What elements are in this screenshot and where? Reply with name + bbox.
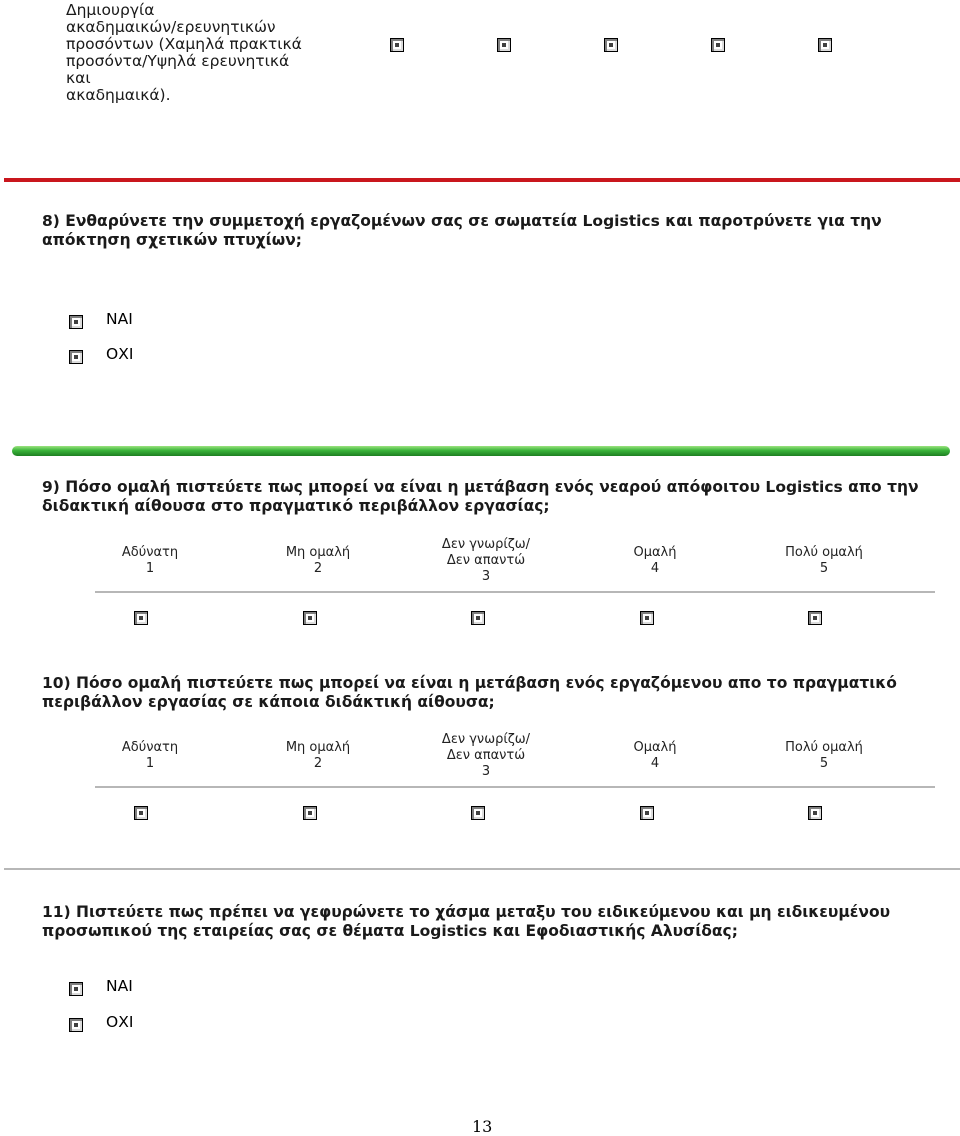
question-9-text: 9) Πόσο ομαλή πιστεύετε πως μπορεί να είναι η μετάβαση ενός νεαρού απόφοιτου Logistics απο την διδακτική αίθουσα στο πραγματικό περιβάλλον εργασίας;: [42, 478, 919, 515]
top-item-rating-1-checkbox[interactable]: [390, 38, 404, 52]
q9-scale-3: [434, 537, 538, 585]
scale-label-text: Πολύ ομαλή: [785, 740, 863, 755]
q9-scale-4: [600, 545, 710, 577]
top-item-rating-4-checkbox[interactable]: [711, 38, 725, 52]
q8-yes-label: ΝΑΙ: [106, 310, 133, 328]
question-10-text: 10) Πόσο ομαλή πιστεύετε πως μπορεί να είναι η μετάβαση ενός εργαζόμενου απο το πραγματικό περιβάλλον εργασίας σε κάποια διδάκτική αίθουσα;: [42, 674, 897, 711]
scale-label-text: Δεν γνωρίζω/ Δεν απαντώ: [441, 732, 531, 763]
scale-label-text: Μη ομαλή: [285, 545, 351, 560]
q10-rating-1-checkbox[interactable]: [134, 806, 148, 820]
question-11-text: 11) Πιστεύετε πως πρέπει να γεφυρώνετε το χάσμα μεταξυ του ειδικεύμενου και μη ειδικευμένου προσωπικού της εταιρείας σας σε θέματα Logistics και Εφοδιαστικής Αλυσίδας;: [42, 903, 891, 940]
top-item-line: ακαδημαικών/ερευνητικών: [66, 18, 276, 36]
q9-rating-3-checkbox[interactable]: [471, 611, 485, 625]
scale-label-text: Αδύνατη: [121, 740, 179, 755]
q8-no-label: ΟΧΙ: [106, 345, 134, 363]
top-item-line: Δημιουργία: [66, 1, 155, 19]
scale-number: 3: [481, 764, 491, 779]
q10-rating-4-checkbox[interactable]: [640, 806, 654, 820]
q9-scale-1: [95, 545, 205, 577]
scale-label-text: Ομαλή: [633, 740, 677, 755]
gray-divider: [4, 868, 960, 870]
top-item-rating-5-checkbox[interactable]: [818, 38, 832, 52]
green-divider: [12, 446, 950, 456]
top-item-line: προσόντα/Υψηλά ερευνητικά και: [66, 52, 290, 87]
top-item-rating-3-checkbox[interactable]: [604, 38, 618, 52]
scale-number: 1: [145, 561, 155, 576]
top-item-rating-2-checkbox[interactable]: [497, 38, 511, 52]
q8-yes-checkbox[interactable]: [69, 315, 83, 329]
q10-scale-1: [95, 740, 205, 772]
top-item-line: προσόντων (Χαμηλά πρακτικά: [66, 35, 302, 53]
top-item-label: [66, 2, 316, 104]
top-item-line: ακαδημαικά).: [66, 86, 171, 104]
scale-number: 1: [145, 756, 155, 771]
q9-scale-2: [263, 545, 373, 577]
q9-rating-5-checkbox[interactable]: [808, 611, 822, 625]
scale-label-text: Πολύ ομαλή: [785, 545, 863, 560]
q10-scale-2: [263, 740, 373, 772]
q11-yes-label: ΝΑΙ: [106, 977, 133, 995]
q10-scale-divider: [95, 786, 935, 788]
scale-number: 5: [819, 561, 829, 576]
q11-no-label: ΟΧΙ: [106, 1013, 134, 1031]
scale-number: 5: [819, 756, 829, 771]
scale-number: 2: [313, 561, 323, 576]
scale-number: 4: [650, 561, 660, 576]
red-divider: [4, 178, 960, 182]
q10-rating-2-checkbox[interactable]: [303, 806, 317, 820]
q9-scale-divider: [95, 591, 935, 593]
q10-rating-5-checkbox[interactable]: [808, 806, 822, 820]
q8-no-checkbox[interactable]: [69, 350, 83, 364]
scale-number: 2: [313, 756, 323, 771]
question-8-text: 8) Ενθαρύνετε την συμμετοχή εργαζομένων σας σε σωματεία Logistics και παροτρύνετε για την απόκτηση σχετικών πτυχίων;: [42, 212, 882, 249]
q9-rating-2-checkbox[interactable]: [303, 611, 317, 625]
q10-scale-3: [434, 732, 538, 780]
q11-no-checkbox[interactable]: [69, 1018, 83, 1032]
q9-scale-5: [769, 545, 879, 577]
scale-number: 4: [650, 756, 660, 771]
scale-label-text: Ομαλή: [633, 545, 677, 560]
scale-label-text: Δεν γνωρίζω/ Δεν απαντώ: [441, 537, 531, 568]
q11-yes-checkbox[interactable]: [69, 982, 83, 996]
q10-scale-4: [600, 740, 710, 772]
q9-rating-4-checkbox[interactable]: [640, 611, 654, 625]
q10-scale-5: [769, 740, 879, 772]
q10-rating-3-checkbox[interactable]: [471, 806, 485, 820]
scale-number: 3: [481, 569, 491, 584]
scale-label-text: Μη ομαλή: [285, 740, 351, 755]
page-number: 13: [472, 1117, 493, 1136]
q9-rating-1-checkbox[interactable]: [134, 611, 148, 625]
scale-label-text: Αδύνατη: [121, 545, 179, 560]
